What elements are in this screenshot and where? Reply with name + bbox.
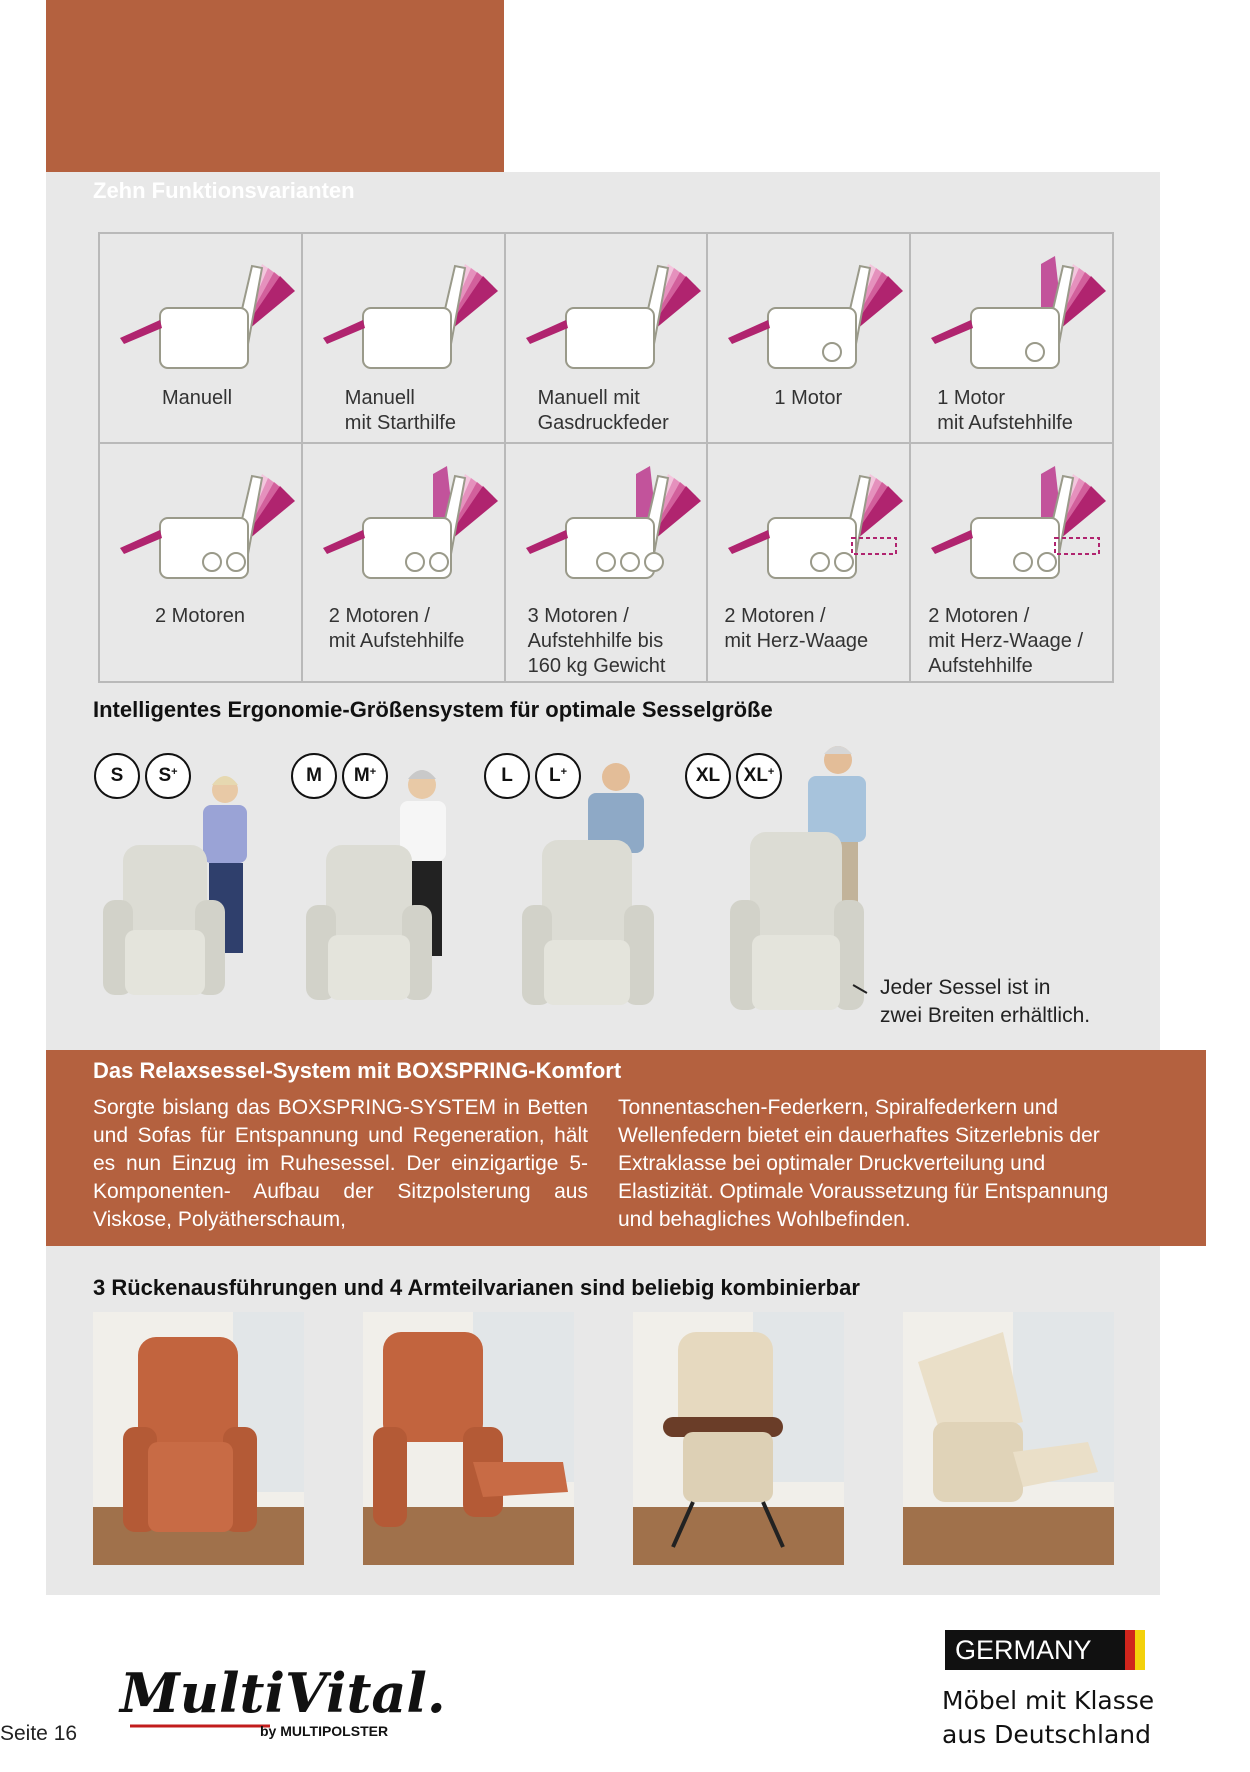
footrest-shape (526, 530, 568, 554)
footrest-shape (931, 320, 973, 344)
boxspring-title: Das Relaxsessel-System mit BOXSPRING-Komfort (93, 1058, 622, 1083)
page-number: Seite 16 (0, 1722, 78, 1745)
function-cell (911, 234, 1112, 442)
function-label: 1 Motor (774, 387, 843, 409)
recliner-function-icon (923, 454, 1103, 589)
made-in-germany-tagline: Möbel mit Klasse aus Deutschland (942, 1686, 1155, 1749)
motor-icon (645, 553, 663, 571)
motor-icon (406, 553, 424, 571)
function-label: Manuell mit Starthilfe (344, 387, 456, 434)
recliner-function-icon (112, 244, 292, 374)
recliner-function-icon (315, 244, 495, 374)
footrest-shape (931, 530, 973, 554)
logo-subline: by MULTIPOLSTER (260, 1723, 389, 1739)
footrest-shape (323, 530, 365, 554)
function-row (99, 233, 1113, 443)
recliner-function-icon (315, 454, 495, 589)
flag-stripe-gold (1135, 1630, 1145, 1670)
size-badge-plus: XL + (736, 753, 782, 799)
footrest-shape (526, 320, 568, 344)
section-title-sizes: Intelligentes Ergonomie-Größensystem für optimale Sesselgröße (93, 697, 773, 722)
footrest-shape (120, 530, 162, 554)
seat-shape (363, 308, 451, 368)
size-badge: XL (685, 753, 731, 799)
function-label: 3 Motoren / Aufstehhilfe bis 160 kg Gewicht (527, 605, 666, 677)
size-badge-plus: M + (342, 753, 388, 799)
motor-icon (823, 343, 841, 361)
germany-label: GERMANY (945, 1630, 1115, 1670)
function-label: 2 Motoren / mit Aufstehhilfe (328, 605, 465, 652)
flag-stripe-black (1115, 1630, 1125, 1670)
variant-photo-rust-reclined (363, 1312, 574, 1565)
recliner-function-icon (518, 244, 698, 374)
boxspring-text-col1: Sorgte bislang das BOXSPRING-SYSTEM in Betten und Sofas für Entspannung und Regeneration, hält es nun Einzug im Ruhesessel. Der einzigartige 5-Komponenten- Aufbau der Sitzpolsterung aus Viskose, Polyätherschaum, (93, 1096, 588, 1231)
recliner-function-icon (720, 244, 900, 374)
function-label: 1 Motor mit Aufstehhilfe (937, 387, 1073, 434)
section-title-variants: 3 Rückenausführungen und 4 Armteilvarianen sind beliebig kombinierbar (93, 1275, 860, 1300)
footrest-shape (728, 320, 770, 344)
size-photo-l (520, 755, 660, 1025)
function-cell (708, 444, 909, 681)
seat-shape (971, 308, 1059, 368)
size-badge-plus: S + (145, 753, 191, 799)
function-variants-grid (98, 232, 1114, 683)
function-label: 2 Motoren / mit Herz-Waage / Aufstehhilfe (928, 605, 1084, 677)
variant-photo-cream-reclined (903, 1312, 1114, 1565)
recliner-function-icon (720, 454, 900, 589)
motor-icon (1038, 553, 1056, 571)
motor-icon (597, 553, 615, 571)
recliner-function-icon (518, 454, 698, 589)
size-badge: L (484, 753, 530, 799)
function-cell (506, 444, 707, 681)
boxspring-text-col2: Tonnentaschen-Federkern, Spiralfederkern und Wellenfedern bietet ein dauerhaftes Sitzerlebnis der Extraklasse bei optimaler Druckverteilung und Elastizität. Optimale Voraussetzung für Entspannung und behagliches Wohlbefinden. (618, 1096, 1109, 1231)
size-badge: S (94, 753, 140, 799)
function-cell (911, 444, 1112, 681)
function-label: 2 Motoren (155, 605, 246, 627)
recliner-chair-cream (522, 840, 654, 1005)
size-photo-m (300, 755, 470, 1025)
motor-icon (203, 553, 221, 571)
function-cell (303, 444, 504, 681)
motor-icon (835, 553, 853, 571)
seat-shape (160, 308, 248, 368)
size-photo-s (95, 765, 265, 1025)
variant-photo-rust-upright (93, 1312, 304, 1565)
recliner-function-icon (923, 244, 1103, 374)
flag-stripe-red (1125, 1630, 1135, 1670)
motor-icon (430, 553, 448, 571)
function-cell (100, 234, 301, 442)
function-row (99, 443, 1113, 682)
size-photo-xl (730, 740, 890, 1030)
seat-shape (566, 308, 654, 368)
motor-icon (621, 553, 639, 571)
footrest-shape (728, 530, 770, 554)
function-cell (506, 234, 707, 442)
function-label: 2 Motoren / mit Herz-Waage (724, 605, 869, 652)
size-badge: M (291, 753, 337, 799)
function-cell (303, 234, 504, 442)
motor-icon (1014, 553, 1032, 571)
person-figure (588, 763, 644, 853)
seat-shape (768, 308, 856, 368)
footrest-shape (323, 320, 365, 344)
function-label: Manuell mit Gasdruckfeder (537, 387, 669, 434)
motor-icon (1026, 343, 1044, 361)
recliner-function-icon (112, 454, 292, 589)
motor-icon (227, 553, 245, 571)
section-title-functions: Zehn Funktionsvarianten (93, 178, 355, 203)
recliner-chair-cream (103, 845, 225, 995)
footrest-shape (120, 320, 162, 344)
width-note: Jeder Sessel ist in zwei Breiten erhältlich. (880, 976, 1091, 1027)
multivital-logo (120, 1660, 446, 1740)
motor-icon (811, 553, 829, 571)
logo-wordmark: MultiVital. (120, 1661, 446, 1725)
function-label: Manuell (162, 387, 233, 409)
variant-photo-cream-lift (633, 1312, 844, 1565)
germany-flag-badge (945, 1630, 1145, 1670)
function-cell (708, 234, 909, 442)
function-cell (100, 444, 301, 681)
size-badge-plus: L + (535, 753, 581, 799)
